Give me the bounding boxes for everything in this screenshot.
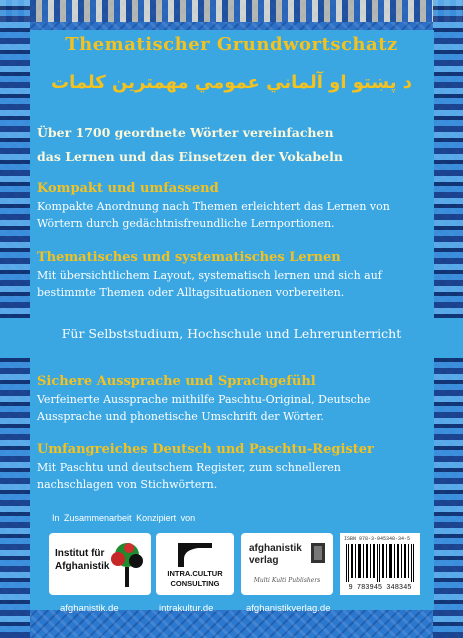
audience-banner: Für Selbststudium, Hochschule und Lehrerunterricht	[61, 326, 402, 341]
intro-line-2: das Lernen und das Einsetzen der Vokabeln	[37, 149, 343, 164]
url-afghanistikverlag: afghanistikverlag.de	[246, 603, 331, 614]
barcode-digits: 9 783945 348345	[348, 584, 412, 592]
isbn-text: ISBN 978-3-945348-34-5	[344, 536, 411, 542]
isbn-barcode	[340, 533, 420, 595]
intracultur-logo	[156, 533, 234, 595]
tree-icon	[107, 539, 147, 589]
publisher-logo-line1: afghanistik	[249, 543, 302, 554]
book-title-pashto: د پښتو او آلماني عمومي مهمترين کلمات	[51, 72, 412, 93]
carpet-border-top	[0, 0, 463, 22]
section-text-pronunciation: Verfeinerte Aussprache mithilfe Paschtu-Original, Deutsche Aussprache und phonetische Umschrift der Wörter.	[37, 393, 371, 423]
section-text-compact: Kompakte Anordnung nach Themen erleichtert das Lernen von Wörtern durch gedächtnisfreundliche Lernportionen.	[37, 200, 390, 230]
intro-line-1: Über 1700 geordnete Wörter vereinfachen	[37, 125, 334, 140]
book-stack-icon	[309, 541, 327, 565]
intracultur-logo-line2: CONSULTING	[170, 579, 220, 588]
url-intrakultur: intrakultur.de	[159, 603, 214, 614]
barcode-icon	[346, 544, 414, 582]
institute-logo-line1: Institut für	[55, 548, 105, 559]
section-heading-thematic: Thematisches und systematisches Lernen	[37, 250, 341, 265]
book-title: Thematischer Grundwortschatz	[65, 34, 398, 55]
section-heading-compact: Kompakt und umfassend	[37, 181, 219, 196]
publisher-logo-line2: verlag	[249, 555, 279, 566]
section-text-register: Mit Paschtu und deutschem Register, zum schnelleren nachschlagen von Stichwörtern.	[37, 461, 341, 491]
credit-cooperation: In Zusammenarbeit	[52, 513, 132, 523]
publisher-logo	[241, 533, 333, 595]
institute-logo-line2: Afghanistik	[55, 561, 110, 572]
section-heading-pronunciation: Sichere Aussprache und Sprachgefühl	[37, 374, 316, 389]
url-afghanistik: afghanistik.de	[60, 603, 119, 614]
institute-logo	[49, 533, 151, 595]
publisher-tagline: Multi Kulti Publishers	[253, 577, 321, 584]
intracultur-mark-icon	[170, 537, 220, 569]
credit-line	[52, 513, 195, 523]
section-heading-register: Umfangreiches Deutsch und Paschtu-Register	[37, 442, 374, 457]
intracultur-logo-line1: INTRA.CULTUR	[167, 569, 223, 578]
credit-conceived: Konzipiert von	[136, 513, 196, 523]
section-text-thematic: Mit übersichtlichem Layout, systematisch lernen und sich auf bestimmte Themen oder Alltagsituationen vorbereiten.	[37, 269, 382, 299]
